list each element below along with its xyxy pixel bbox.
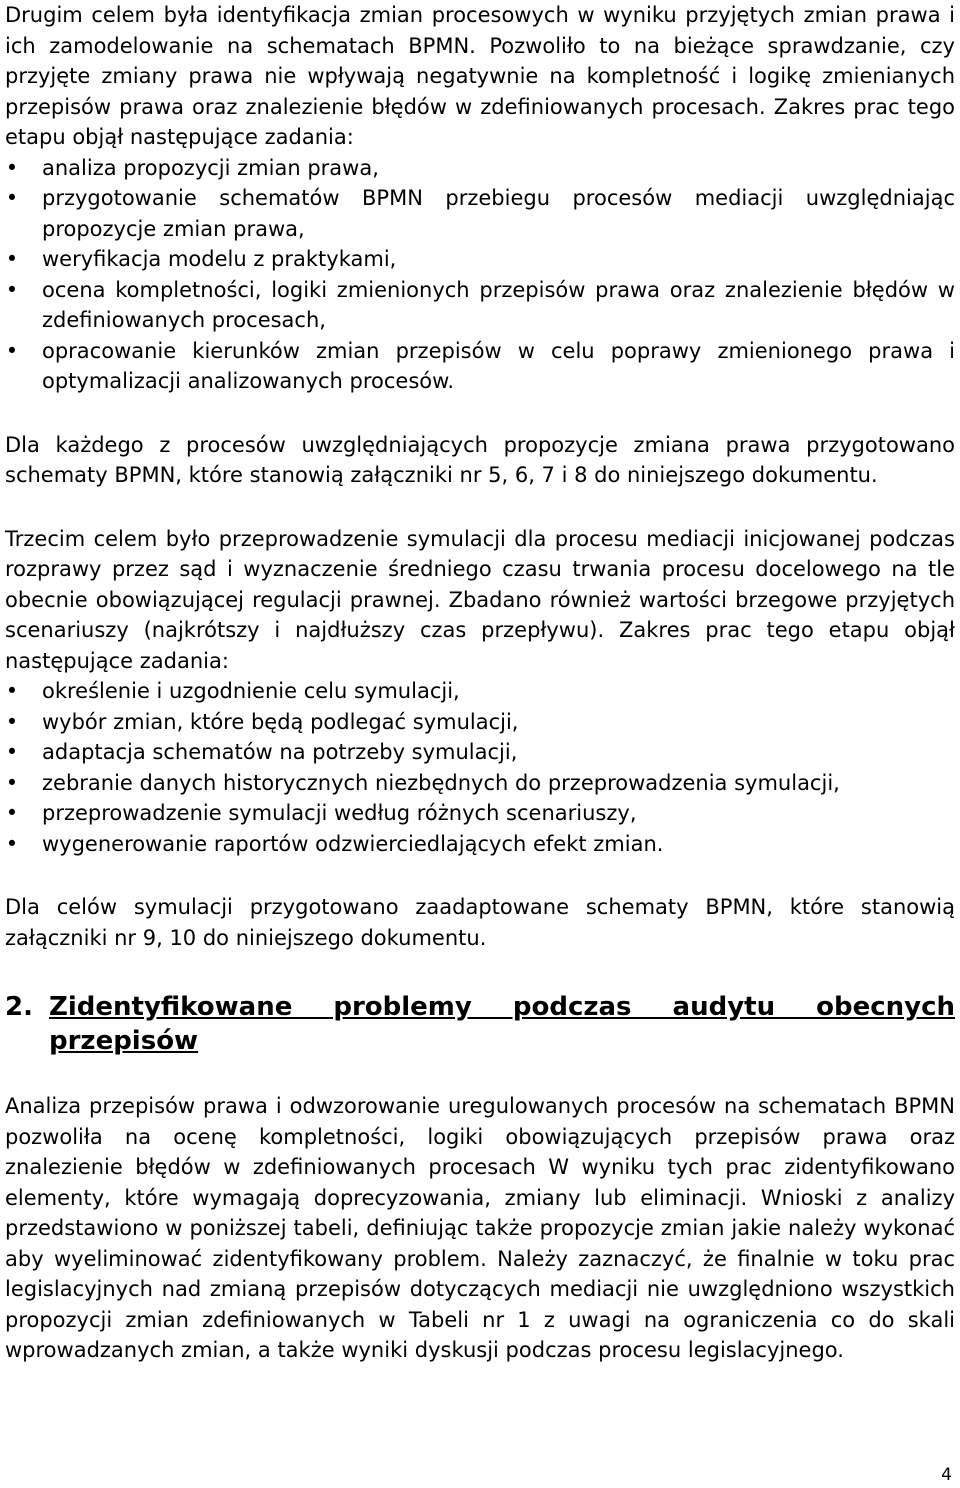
bullet-icon: • xyxy=(5,155,19,180)
bullet-icon: • xyxy=(5,740,19,764)
section-heading xyxy=(5,990,955,1058)
bullet-icon: • xyxy=(5,679,19,703)
list-item: • wybór zmian, które będą podlegać symulacji, xyxy=(5,707,955,738)
page-number: 4 xyxy=(941,1465,952,1485)
list-item: • opracowanie kierunków zmian przepisów w celu poprawy zmienionego prawa i optymalizacji analizowanych procesów. xyxy=(5,336,955,397)
list-item: • określenie i uzgodnienie celu symulacji, xyxy=(5,676,955,707)
paragraph-third-goal: Trzecim celem było przeprowadzenie symulacji dla procesu mediacji inicjowanej podczas rozprawy przez sąd i wyznaczenie średniego czasu trwania procesu docelowego na tle obecnie obowiązującej regulacji prawnej. Zbadano również wartości brzegowe przyjętych scenariuszy (najkrótszy i najdłuższy czas przepływu). Zakres prac tego etapu objął następujące zadania: xyxy=(5,526,955,673)
bullet-icon: • xyxy=(5,338,19,363)
list-item: • analiza propozycji zmian prawa, xyxy=(5,153,955,184)
document-page xyxy=(5,0,955,1366)
paragraph-bpmn-schemas: Dla każdego z procesów uwzględniających propozycje zmiana prawa przygotowano schematy BPMN, które stanowią załączniki nr 5, 6, 7 i 8 do niniejszego dokumentu. xyxy=(5,432,955,487)
paragraph-second-goal: Drugim celem była identyfikacja zmian procesowych w wyniku przyjętych zmian prawa i ich zamodelowanie na schematach BPMN. Pozwoliło to na bieżące sprawdzanie, czy przyjęte zmiany prawa nie wpływają negatywnie na kompletność i logikę zmienianych przepisów prawa oraz znalezienie błędów w zdefiniowanych procesach. Zakres prac tego etapu objął następujące zadania: xyxy=(5,3,955,149)
bullet-icon: • xyxy=(5,801,19,825)
list-item: • ocena kompletności, logiki zmienionych przepisów prawa oraz znalezienie błędów w zdefiniowanych procesach, xyxy=(5,275,955,336)
list-item: • wygenerowanie raportów odzwierciedlających efekt zmian. xyxy=(5,829,955,860)
bullet-icon: • xyxy=(5,186,19,210)
bullet-icon: • xyxy=(5,709,19,734)
paragraph-analysis: Analiza przepisów prawa i odwzorowanie uregulowanych procesów na schematach BPMN pozwoliła na ocenę kompletności, logiki obowiązujących przepisów prawa oraz znalezienie błędów w zdefiniowanych procesach W wyniku tych prac zidentyfikowano elementy, które wymagają doprecyzowania, zmiany lub eliminacji. Wnioski z analizy przedstawiono w poniższej tabeli, definiując także propozycje zmian jakie należy wykonać aby wyeliminować zidentyfikowany problem. Należy zaznaczyć, że finalnie w toku prac legislacyjnych nad zmianą przepisów dotyczących mediacji nie uwzględniono wszystkich propozycji zmian zdefiniowanych w Tabeli nr 1 z uwagi na ograniczenia co do skali wprowadzanych zmian, a także wyniki dyskusji podczas procesu legislacyjnego. xyxy=(5,1094,955,1362)
paragraph-simulation-schemas: Dla celów symulacji przygotowano zaadaptowane schematy BPMN, które stanowią załączniki nr 9, 10 do niniejszego dokumentu. xyxy=(5,895,955,950)
bullet-icon: • xyxy=(5,277,19,302)
bullet-icon: • xyxy=(5,831,19,856)
list-item: • adaptacja schematów na potrzeby symulacji, xyxy=(5,737,955,768)
task-list-simulation xyxy=(5,676,955,859)
list-item: • przygotowanie schematów BPMN przebiegu procesów mediacji uwzględniając propozycje zmian prawa, xyxy=(5,183,955,244)
list-item: • zebranie danych historycznych niezbędnych do przeprowadzenia symulacji, xyxy=(5,768,955,799)
section-number: 2. xyxy=(5,992,33,1022)
list-item: • przeprowadzenie symulacji według różnych scenariuszy, xyxy=(5,798,955,829)
section-title: Zidentyfikowane problemy podczas audytu obecnych przepisów xyxy=(49,992,955,1056)
bullet-icon: • xyxy=(5,247,19,271)
task-list-process-changes xyxy=(5,153,955,397)
list-item: • weryfikacja modelu z praktykami, xyxy=(5,244,955,275)
bullet-icon: • xyxy=(5,770,19,795)
